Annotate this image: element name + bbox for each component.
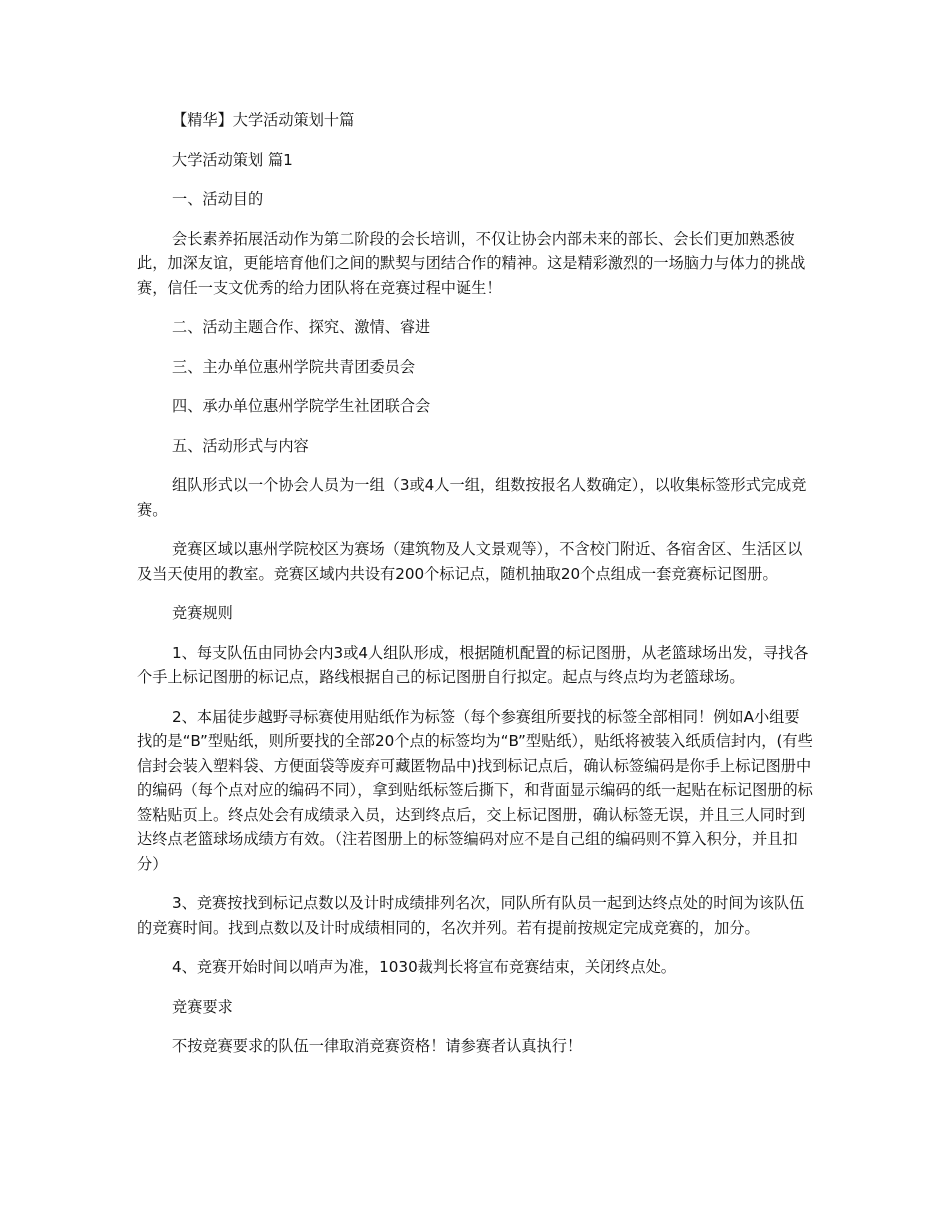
paragraph-rule-1: 1、每支队伍由同协会内3或4人组队形成，根据随机配置的标记图册，从老篮球场出发，寻找各个手上标记图册的标记点，路线根据自己的标记图册自行拟定。起点与终点均为老篮球场。 <box>137 643 809 686</box>
section-heading-format: 五、活动形式与内容 <box>172 436 309 455</box>
paragraph-purpose: 会长素养拓展活动作为第二阶段的会长培训，不仅让协会内部未来的部长、会长们更加熟悉彼此，加深友谊，更能培育他们之间的默契与团结合作的精神。这是精彩激烈的一场脑力与体力的挑战赛，信任一支文优秀的给力团队将在竞赛过程中诞生！ <box>137 229 806 297</box>
section-heading-undertaker: 四、承办单位惠州学院学生社团联合会 <box>172 397 431 415</box>
section-heading-rules: 竞赛规则 <box>172 604 233 622</box>
paragraph-competition-area: 竞赛区域以惠州学院校区为赛场（建筑物及人文景观等），不含校门附近、各宿舍区、生活区以及当天使用的教室。竞赛区域内共设有200个标记点，随机抽取20个点组成一套竞赛标记图册。 <box>137 540 803 583</box>
paragraph-rule-4: 4、竞赛开始时间以哨声为准，1030裁判长将宣布竞赛结束，关闭终点处。 <box>172 958 676 976</box>
paragraph-rule-3: 3、竞赛按找到标记点数以及计时成绩排列名次，同队所有队员一起到达终点处的时间为该队伍的竞赛时间。找到点数以及计时成绩相同的，名次并列。若有提前按规定完成竞赛的，加分。 <box>137 894 805 937</box>
paragraph-team-format: 组队形式以一个协会人员为一组（3或4人一组，组数按报名人数确定），以收集标签形式完成竞赛。 <box>137 476 807 519</box>
paragraph-requirements: 不按竞赛要求的队伍一律取消竞赛资格！请参赛者认真执行！ <box>172 1037 583 1055</box>
document-body <box>137 108 813 1059</box>
paragraph-rule-2: 2、本届徒步越野寻标赛使用贴纸作为标签（每个参赛组所要找的标签全部相同！例如A小组要找的是“B”型贴纸，则所要找的全部20个点的标签均为“B”型贴纸），贴纸将被装入纸质信封内，(有些信封会装入塑料袋、方便面袋等废弃可藏匿物品中)找到标记点后，确认标签编码是你手上标记图册中的编码（每个点对应的编码不同），拿到贴纸标签后撕下，和背面显示编码的纸一起贴在标记图册的标签粘贴页上。终点处会有成绩录入员，达到终点后，交上标记图册，确认标签无误，并且三人同时到达终点老篮球场成绩方有效。（注若图册上的标签编码对应不是自己组的编码则不算入积分，并且扣分） <box>137 707 813 873</box>
document-subtitle: 大学活动策划 篇1 <box>172 150 293 169</box>
section-heading-requirements: 竞赛要求 <box>172 997 233 1016</box>
document-title: 【精华】大学活动策划十篇 <box>172 111 355 129</box>
section-heading-organizer: 三、主办单位惠州学院共青团委员会 <box>172 357 415 376</box>
section-heading-purpose: 一、活动目的 <box>172 190 264 208</box>
section-heading-theme: 二、活动主题合作、探究、激情、睿进 <box>172 318 431 336</box>
